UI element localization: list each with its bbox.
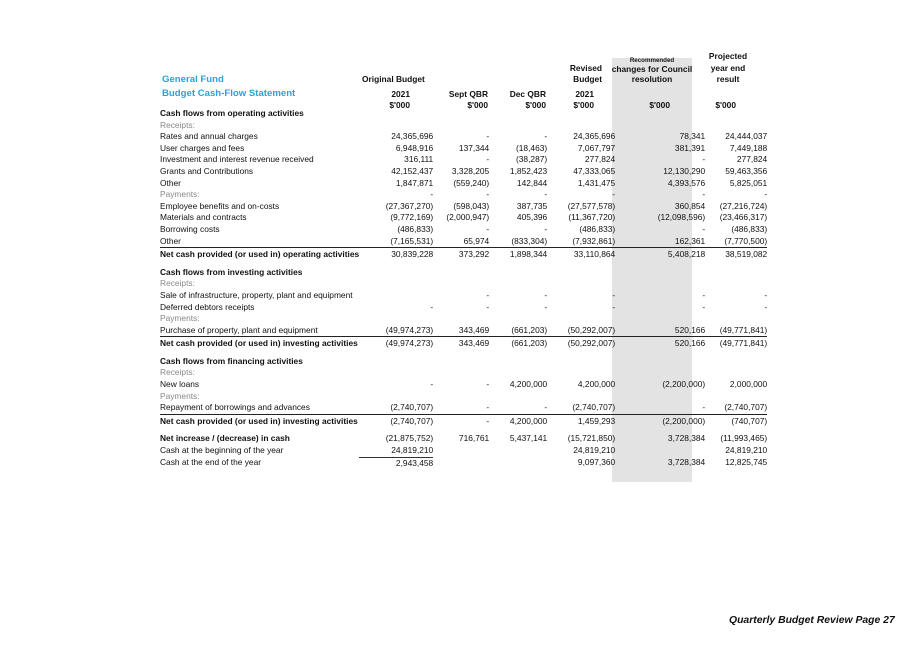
row-value [489,445,547,457]
row-value: 1,852,423 [509,165,548,176]
page-footer: Quarterly Budget Review Page 27 [729,615,895,626]
row-value [433,445,489,457]
table-row [160,313,767,325]
row-label: Purchase of property, plant and equipment [160,324,318,335]
row-value: 405,396 [516,212,548,223]
row-value: 24,819,210 [725,445,768,456]
row-value [547,313,615,325]
row-value: 162,361 [674,235,706,246]
table-row [160,166,767,178]
row-value: - [764,189,768,200]
row-value: 2,000,000 [729,379,768,390]
row-value: (598,043) [453,200,490,211]
row-value: (2,200,000) [615,414,705,427]
col3-name: Dec QBR [509,89,546,99]
table-row [160,445,767,457]
row-label: Rates and annual charges [160,131,258,142]
table-row [160,337,767,350]
row-value: 520,166 [615,337,705,350]
table-row [160,143,767,155]
row-value: 137,344 [458,142,490,153]
row-value: 1,431,475 [577,177,616,188]
row-value [705,356,767,368]
row-value [433,457,489,469]
row-label: Cash flows from financing activities [160,355,303,366]
row-value: (49,771,841) [719,324,768,335]
table-row [160,201,767,213]
table-row [160,131,767,143]
row-value: 3,328,205 [451,165,490,176]
row-value: 30,839,228 [359,248,433,261]
row-value [615,267,705,279]
row-value: - [430,301,434,312]
table-row [160,414,767,427]
table-row [160,457,767,469]
row-value: - [544,131,548,142]
table-row [160,290,767,302]
row-value [359,278,433,290]
row-label: User charges and fees [160,142,245,153]
row-label: Materials and contracts [160,212,247,223]
row-value [433,108,489,120]
row-value [359,367,433,379]
col2-unit: $'000 [467,100,488,110]
row-value: - [544,402,548,413]
table-row [160,302,767,314]
row-value: 373,292 [433,248,489,261]
row-value: 42,152,437 [391,165,434,176]
row-value [705,108,767,120]
row-label: Cash at the end of the year [160,457,262,468]
row-value: - [433,414,489,427]
row-value: - [430,379,434,390]
row-value: 7,449,188 [729,142,768,153]
row-value [547,391,615,403]
row-label: Receipts: [160,119,195,130]
row-value: (18,463) [515,142,548,153]
row-value [489,457,547,469]
row-value: (740,707) [705,414,767,427]
row-value: 277,824 [736,154,768,165]
projected-heading-line1: Projected [708,51,748,61]
row-value: (50,292,007) [547,337,615,350]
statement-title: Budget Cash-Flow Statement [162,88,296,99]
row-label: Cash at the beginning of the year [160,445,284,456]
table-row [160,433,767,445]
row-value: 24,819,210 [573,445,616,456]
row-value: 24,819,210 [359,445,433,457]
row-label: Receipts: [160,367,195,378]
row-value: - [702,402,706,413]
table-row [160,108,767,120]
row-value: - [612,189,616,200]
row-value: (38,287) [515,154,548,165]
row-value: (7,932,861) [572,235,616,246]
row-value: - [486,402,490,413]
row-value: 59,463,356 [725,165,768,176]
row-value: 1,847,871 [395,177,434,188]
row-value: (661,203) [489,337,547,350]
row-value [615,391,705,403]
table-row [160,278,767,290]
row-label: Payments: [160,390,200,401]
table-row [160,402,767,414]
row-value: (833,304) [511,235,548,246]
row-value: (486,833) [731,223,768,234]
row-value: (49,771,841) [705,337,767,350]
row-value [433,356,489,368]
row-value: (27,367,270) [385,200,434,211]
row-value: 5,437,141 [509,433,548,444]
row-value: - [486,223,490,234]
row-value: 6,948,916 [395,142,434,153]
row-value [489,120,547,132]
row-value [489,313,547,325]
row-value [489,367,547,379]
row-label: New loans [160,379,200,390]
row-value: 24,365,696 [391,131,434,142]
table-row [160,224,767,236]
row-value: (27,577,578) [567,200,616,211]
row-value [359,391,433,403]
row-value [705,367,767,379]
row-value: 3,728,384 [667,433,706,444]
row-value [359,120,433,132]
table-row [160,379,767,391]
row-value: 78,341 [679,131,706,142]
row-value [359,290,433,302]
row-value [489,278,547,290]
row-value [547,267,615,279]
row-value: - [612,289,616,300]
fund-title: General Fund [162,74,224,85]
table-row [160,356,767,368]
row-value [489,267,547,279]
row-label: Grants and Contributions [160,165,254,176]
row-value: (11,993,465) [720,433,768,444]
row-value: 316,111 [404,154,434,165]
row-value [547,120,615,132]
row-label: Cash flows from operating activities [160,108,304,118]
row-value: - [486,154,490,165]
row-label: Other [160,235,181,246]
row-label: Repayment of borrowings and advances [160,402,310,413]
row-value: - [764,301,768,312]
row-value [705,267,767,279]
row-value [615,108,705,120]
row-value: (11,367,720) [568,212,616,223]
row-value [433,267,489,279]
row-value: 343,469 [458,324,490,335]
row-value [705,391,767,403]
row-value: (2,740,707) [390,402,434,413]
row-value: - [544,189,548,200]
row-value: (27,216,724) [719,200,768,211]
revised-heading-line2: Budget [573,74,602,84]
col4-year: 2021 [575,89,594,99]
row-value [359,356,433,368]
recommended-heading-line3: resolution [631,74,673,84]
row-value: - [486,289,490,300]
row-value: - [544,301,548,312]
row-value [615,278,705,290]
row-value: 4,200,000 [489,414,547,427]
row-value [489,356,547,368]
row-value: 7,067,797 [577,142,616,153]
projected-heading-line2: year end [710,63,746,73]
row-value: 9,097,360 [577,457,616,468]
row-value: 5,825,051 [729,177,768,188]
row-value: - [486,301,490,312]
row-value: - [764,289,768,300]
row-value: 343,469 [433,337,489,350]
row-value [547,278,615,290]
table-row [160,248,767,261]
row-value [433,391,489,403]
row-value [705,278,767,290]
row-value [433,278,489,290]
cash-flow-table [160,108,767,469]
row-value: (15,721,850) [567,433,616,444]
row-label: Investment and interest revenue received [160,154,314,165]
row-label: Net cash provided (or used in) investing activities [160,338,358,349]
row-value [615,367,705,379]
row-value: 47,333,065 [573,165,616,176]
row-value: 38,519,082 [705,248,767,261]
table-row [160,236,767,248]
row-value [547,356,615,368]
row-value: - [702,154,706,165]
row-value: 381,391 [674,142,706,153]
original-budget-heading: Original Budget [362,74,425,84]
row-value: (661,203) [511,324,548,335]
row-value [489,391,547,403]
row-value [615,313,705,325]
row-label: Payments: [160,313,200,324]
row-value: 5,408,218 [615,248,705,261]
col3-unit: $'000 [525,100,546,110]
table-row [160,325,767,337]
recommended-heading-line1: Recommended [629,57,675,64]
row-value: 142,844 [516,177,548,188]
row-value: 4,393,576 [667,177,706,188]
row-value: - [544,223,548,234]
col6-unit: $'000 [715,100,736,110]
row-value [615,445,705,457]
row-value: (23,466,317) [719,212,768,223]
row-value: 1,898,344 [489,248,547,261]
row-value: (2,000,947) [446,212,490,223]
row-label: Receipts: [160,278,195,289]
row-value [615,120,705,132]
row-value: 24,365,696 [573,131,616,142]
row-value: (559,240) [453,177,490,188]
row-value: (2,740,707) [359,414,433,427]
row-value [547,108,615,120]
row-value: - [486,131,490,142]
row-value: 4,200,000 [509,379,548,390]
row-label: Net cash provided (or used in) operating activities [160,249,360,260]
row-value: 360,854 [674,200,706,211]
row-value: (12,098,596) [657,212,706,223]
table-row [160,267,767,279]
row-value [433,367,489,379]
row-value: 12,130,290 [663,165,706,176]
col2-name: Sept QBR [448,89,488,99]
row-label: Employee benefits and on-costs [160,200,280,211]
row-value: 1,459,293 [547,414,615,427]
row-value: 24,444,037 [725,131,768,142]
row-value [433,120,489,132]
row-value [547,367,615,379]
row-value: (2,740,707) [572,402,616,413]
row-value: - [486,379,490,390]
row-value: 33,110,864 [547,248,615,261]
row-value: - [702,289,706,300]
table-row [160,154,767,166]
row-value: (2,200,000) [662,379,706,390]
cash-flow-table-body [160,108,767,469]
table-row [160,178,767,190]
table-row [160,367,767,379]
row-value: - [544,289,548,300]
row-value: (21,875,752) [385,433,434,444]
row-value [705,313,767,325]
row-value: - [702,301,706,312]
row-value: 3,728,384 [667,457,706,468]
row-label: Cash flows from investing activities [160,266,303,277]
table-row [160,391,767,403]
row-value: - [702,189,706,200]
row-value [359,108,433,120]
row-value: (7,770,500) [724,235,768,246]
row-value: 277,824 [584,154,616,165]
row-label: Other [160,177,181,188]
row-value: (49,974,273) [385,324,434,335]
row-value [433,313,489,325]
col1-unit: $'000 [389,100,410,110]
table-row [160,212,767,224]
row-value: 65,974 [463,235,490,246]
row-value: (486,833) [579,223,616,234]
row-label: Borrowing costs [160,223,220,234]
row-value: - [702,223,706,234]
row-value [489,108,547,120]
row-value [359,267,433,279]
col1-year: 2021 [391,89,410,99]
row-label: Deferred debtors receipts [160,301,255,312]
row-value: (2,740,707) [724,402,768,413]
row-value: (486,833) [397,223,434,234]
table-row [160,120,767,132]
row-value: - [612,301,616,312]
row-value: 4,200,000 [577,379,616,390]
row-value: (49,974,273) [359,337,433,350]
recommended-heading-line2: changes for Council [611,64,693,74]
projected-heading-line3: result [716,74,740,84]
table-row [160,189,767,201]
revised-heading-line1: Revised [569,63,602,73]
row-label: Net cash provided (or used in) investing activities [160,415,358,426]
col5-unit: $'000 [649,100,670,110]
row-value: 12,825,745 [725,457,768,468]
row-value [705,120,767,132]
row-value: 716,761 [458,433,490,444]
row-value [615,356,705,368]
row-value: (50,292,007) [567,324,616,335]
row-label: Net increase / (decrease) in cash [160,433,290,444]
row-value: 2,943,458 [395,457,434,468]
row-label: Sale of infrastructure, property, plant and equipment [160,289,353,300]
col4-unit: $'000 [573,100,594,110]
row-value [359,313,433,325]
row-value: - [430,189,434,200]
row-value: 520,166 [674,324,706,335]
row-value: (7,165,531) [390,235,434,246]
row-value: - [486,189,490,200]
row-value: (9,772,169) [390,212,434,223]
row-value: 387,735 [516,200,548,211]
row-label: Payments: [160,189,200,200]
